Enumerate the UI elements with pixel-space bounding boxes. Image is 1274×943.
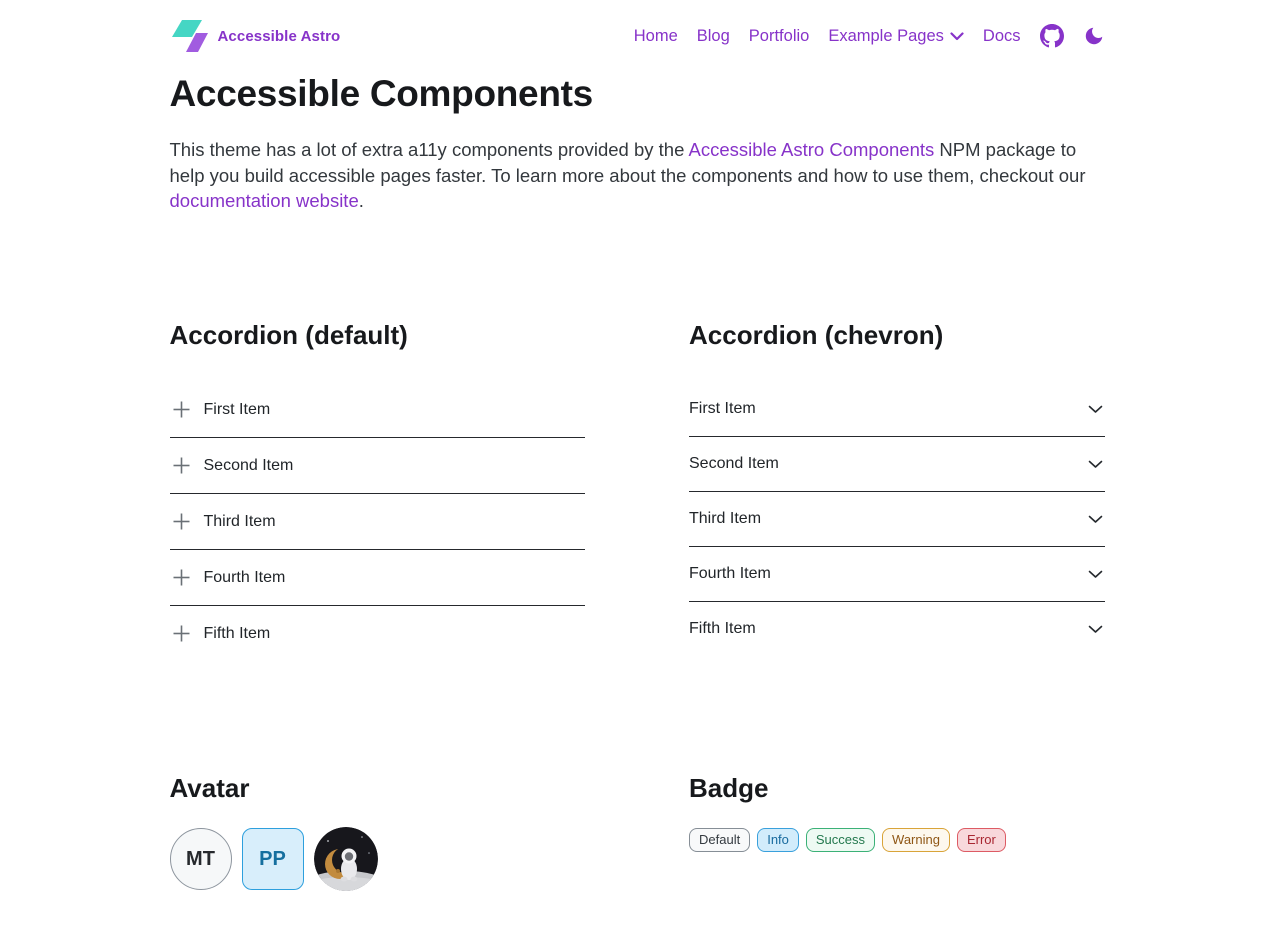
plus-icon bbox=[172, 512, 191, 531]
accordion-item-label: Fifth Item bbox=[689, 620, 756, 638]
nav-home[interactable]: Home bbox=[633, 26, 678, 45]
avatar-photo bbox=[314, 827, 378, 891]
accordion-item-label: Fourth Item bbox=[203, 568, 286, 586]
accordion-item-first[interactable] bbox=[689, 382, 1105, 436]
accordion-row bbox=[170, 382, 586, 438]
accordion-row bbox=[689, 547, 1105, 602]
dark-mode-toggle[interactable] bbox=[1083, 25, 1105, 47]
accordion-item-fourth[interactable] bbox=[689, 547, 1105, 601]
intro-text: This theme has a lot of extra a11y components provided by the bbox=[169, 139, 689, 161]
brand-logo-icon bbox=[170, 18, 210, 54]
accordion-item-label: First Item bbox=[689, 400, 756, 418]
plus-icon bbox=[172, 400, 191, 419]
avatar-row bbox=[170, 827, 586, 891]
accordion-row bbox=[170, 438, 586, 494]
accordion-row bbox=[689, 437, 1105, 492]
page-title: Accessible Components bbox=[169, 73, 593, 114]
accordion-item-label: Second Item bbox=[203, 456, 294, 474]
badge-warning: Warning bbox=[882, 828, 950, 852]
chevron-down-icon bbox=[1088, 625, 1103, 634]
plus-icon bbox=[172, 456, 191, 475]
badge-info: Info bbox=[757, 828, 799, 852]
avatar-initials-circle bbox=[170, 828, 232, 890]
brand-name: Accessible Astro bbox=[217, 27, 341, 45]
badge-row bbox=[689, 828, 1105, 852]
intro-text: NPM package to help you build accessible pages faster. To learn more about the components and how to use them, checkout our bbox=[169, 139, 1086, 186]
nav-example-pages[interactable] bbox=[828, 27, 964, 46]
accordion-row bbox=[170, 606, 586, 661]
accordion-item-label: Second Item bbox=[689, 455, 779, 473]
astronaut-photo bbox=[314, 827, 378, 891]
section-accordion-default bbox=[170, 320, 586, 661]
brand-logo[interactable] bbox=[170, 18, 341, 54]
nav-blog[interactable]: Blog bbox=[696, 26, 730, 45]
github-icon bbox=[1040, 24, 1064, 48]
accordion-row bbox=[689, 492, 1105, 547]
nav-portfolio[interactable]: Portfolio bbox=[748, 26, 810, 45]
github-link[interactable] bbox=[1040, 24, 1064, 48]
accordion-item-first[interactable] bbox=[170, 382, 586, 437]
accordion-item-third[interactable] bbox=[170, 494, 586, 549]
chevron-down-icon bbox=[1088, 460, 1103, 469]
accordion-item-label: Fifth Item bbox=[203, 624, 271, 642]
nav-example-pages-label: Example Pages bbox=[828, 26, 944, 45]
accordion-item-second[interactable] bbox=[689, 437, 1105, 491]
section-title: Accordion (chevron) bbox=[689, 319, 944, 350]
accordion-row bbox=[170, 494, 586, 550]
badge-error: Error bbox=[957, 828, 1006, 852]
section-title: Avatar bbox=[169, 773, 250, 804]
chevron-down-icon bbox=[1088, 405, 1103, 414]
accordion-item-third[interactable] bbox=[689, 492, 1105, 546]
nav-docs[interactable]: Docs bbox=[982, 26, 1021, 45]
components-grid bbox=[170, 320, 1105, 891]
accordion-chevron bbox=[689, 382, 1105, 656]
section-badge bbox=[689, 773, 1105, 891]
accordion-row bbox=[689, 602, 1105, 656]
intro-text: . bbox=[358, 190, 364, 212]
avatar-initials-rounded bbox=[242, 828, 304, 890]
section-title: Badge bbox=[689, 773, 769, 804]
plus-icon bbox=[172, 624, 191, 643]
badge-success: Success bbox=[806, 828, 875, 852]
accordion-item-fifth[interactable] bbox=[170, 606, 586, 661]
section-title: Accordion (default) bbox=[169, 319, 408, 350]
badge-default: Default bbox=[689, 828, 750, 852]
accordion-row bbox=[170, 550, 586, 606]
chevron-down-icon bbox=[950, 32, 964, 41]
accordion-item-second[interactable] bbox=[170, 438, 586, 493]
documentation-link[interactable]: documentation website bbox=[169, 190, 359, 212]
accordion-item-label: First Item bbox=[203, 400, 271, 418]
accordion-item-fourth[interactable] bbox=[170, 550, 586, 605]
main-nav bbox=[634, 24, 1105, 48]
main-content bbox=[170, 72, 1105, 891]
chevron-down-icon bbox=[1088, 515, 1103, 524]
section-accordion-chevron bbox=[689, 320, 1105, 661]
accordion-item-fifth[interactable] bbox=[689, 602, 1105, 656]
accordion-item-label: Third Item bbox=[689, 510, 762, 528]
accordion-row bbox=[689, 382, 1105, 437]
section-avatar bbox=[170, 773, 586, 891]
moon-icon bbox=[1083, 25, 1105, 47]
intro-paragraph bbox=[170, 137, 1105, 214]
avatar-initials: PP bbox=[259, 847, 286, 870]
plus-icon bbox=[172, 568, 191, 587]
accordion-item-label: Fourth Item bbox=[689, 565, 771, 583]
site-header bbox=[0, 0, 1274, 72]
avatar-initials: MT bbox=[186, 847, 215, 870]
accordion-item-label: Third Item bbox=[203, 512, 276, 530]
chevron-down-icon bbox=[1088, 570, 1103, 579]
components-package-link[interactable]: Accessible Astro Components bbox=[688, 139, 935, 161]
accordion-default bbox=[170, 382, 586, 661]
